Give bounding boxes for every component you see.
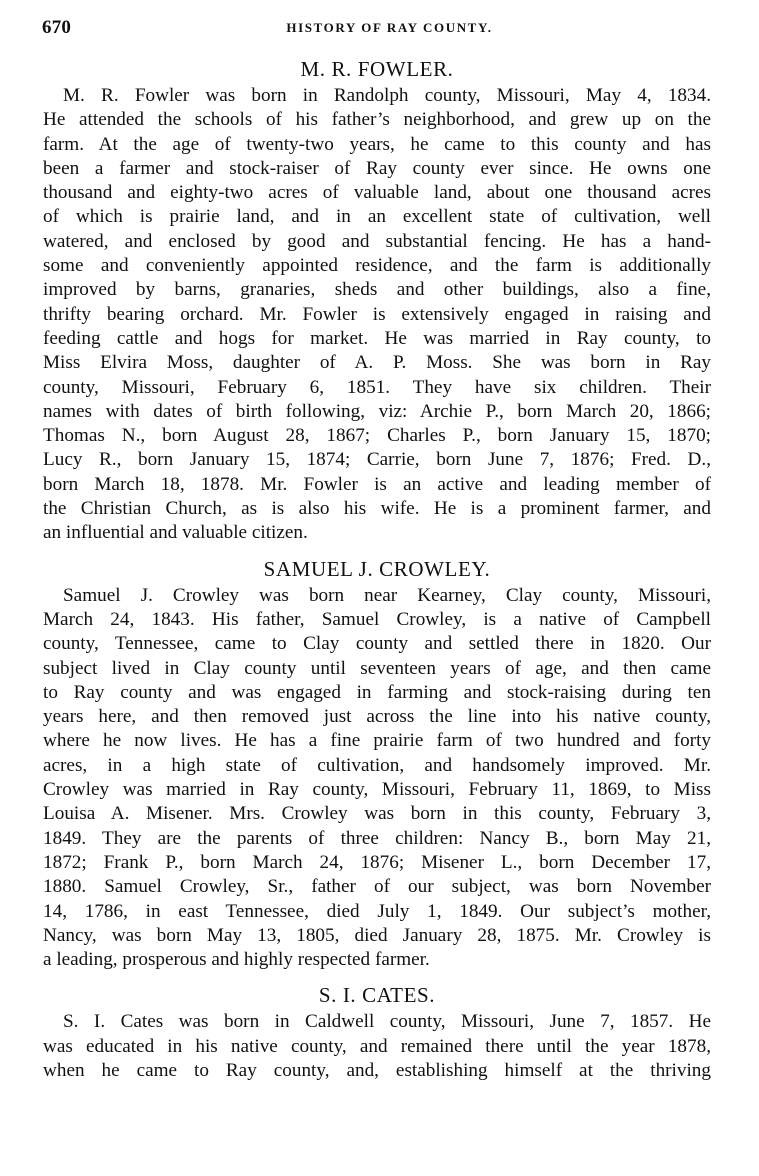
text-line: Lucy R., born January 15, 1874; Carrie, born June 7, 1876; Fred. D., <box>43 449 711 471</box>
text-line: Nancy, was born May 13, 1805, died January 28, 1875. Mr. Crowley is <box>43 924 711 946</box>
text-line: Crowley was married in Ray county, Missouri, February 11, 1869, to Miss <box>43 779 711 801</box>
text-line: where he now lives. He has a fine prairie farm of two hundred and forty <box>43 730 711 752</box>
text-line: improved by barns, granaries, sheds and other buildings, also a fine, <box>43 279 711 301</box>
text-line: thrifty bearing orchard. Mr. Fowler is extensively engaged in raising and <box>43 303 711 325</box>
text-line: subject lived in Clay county until seventeen years of age, and then came <box>43 657 711 679</box>
text-line: a leading, prosperous and highly respected farmer. <box>43 949 430 971</box>
text-line: county, Tennessee, came to Clay county and settled there in 1820. Our <box>43 633 711 655</box>
text-line: M. R. Fowler was born in Randolph county, Missouri, May 4, 1834. <box>63 85 711 106</box>
text-line: 14, 1786, in east Tennessee, died July 1, 1849. Our subject’s mother, <box>43 900 711 922</box>
entry-body <box>43 84 711 546</box>
running-head <box>42 17 707 43</box>
text-line: Miss Elvira Moss, daughter of A. P. Moss. She was born in Ray <box>43 352 711 374</box>
entry-title: S. I. CATES. <box>318 983 436 1008</box>
text-line: thousand and eighty-two acres of valuable land, about one thousand acres <box>43 182 711 204</box>
text-line: some and conveniently appointed residence, and the farm is additionally <box>43 255 711 277</box>
text-line: 1880. Samuel Crowley, Sr., father of our subject, was born November <box>43 876 711 898</box>
text-line: He attended the schools of his father’s neighborhood, and grew up on the <box>43 109 711 131</box>
text-line: 1872; Frank P., born March 24, 1876; Misener L., born December 17, <box>43 851 711 873</box>
text-line: watered, and enclosed by good and substantial fencing. He has a hand- <box>43 230 711 252</box>
text-line: the Christian Church, as is also his wife. He is a prominent farmer, and <box>43 498 711 520</box>
page-number: 670 <box>42 17 72 38</box>
text-line: to Ray county and was engaged in farming and stock-raising during ten <box>43 681 711 703</box>
entry-title: M. R. FOWLER. <box>300 57 454 81</box>
text-line: when he came to Ray county, and, establishing himself at the thriving <box>43 1059 711 1081</box>
text-line: of which is prairie land, and in an excellent state of cultivation, well <box>43 206 711 228</box>
text-line: county, Missouri, February 6, 1851. They have six children. Their <box>43 376 711 398</box>
text-line: March 24, 1843. His father, Samuel Crowley, is a native of Campbell <box>43 608 711 630</box>
text-line: acres, in a high state of cultivation, and handsomely improved. Mr. <box>43 754 711 776</box>
entry-body <box>43 1010 711 1083</box>
text-line: names with dates of birth following, viz: Archie P., born March 20, 1866; <box>43 400 711 422</box>
text-line: been a farmer and stock-raiser of Ray county ever since. He owns one <box>43 157 711 179</box>
page-content <box>43 54 711 1083</box>
text-line: an influential and valuable citizen. <box>43 522 308 544</box>
text-line: was educated in his native county, and remained there until the year 1878, <box>43 1035 711 1057</box>
text-line: years here, and then removed just across the line into his native county, <box>43 706 711 728</box>
entry-body <box>43 584 711 973</box>
running-title: HISTORY OF RAY COUNTY. <box>286 20 493 35</box>
biography-entry-fowler <box>43 54 711 546</box>
biography-entry-crowley <box>43 554 711 973</box>
text-line: farm. At the age of twenty-two years, he came to this county and has <box>43 133 711 155</box>
text-line: feeding cattle and hogs for market. He was married in Ray county, to <box>43 327 711 349</box>
entry-title: SAMUEL J. CROWLEY. <box>263 556 491 581</box>
text-line: S. I. Cates was born in Caldwell county, Missouri, June 7, 1857. He <box>63 1011 711 1033</box>
text-line: Samuel J. Crowley was born near Kearney, Clay county, Missouri, <box>63 584 711 606</box>
text-line: Thomas N., born August 28, 1867; Charles P., born January 15, 1870; <box>43 425 711 447</box>
text-line: born March 18, 1878. Mr. Fowler is an active and leading member of <box>43 473 711 495</box>
text-line: 1849. They are the parents of three children: Nancy B., born May 21, <box>43 827 711 849</box>
biography-entry-cates <box>43 980 711 1083</box>
text-line: Louisa A. Misener. Mrs. Crowley was born in this county, February 3, <box>43 803 711 825</box>
